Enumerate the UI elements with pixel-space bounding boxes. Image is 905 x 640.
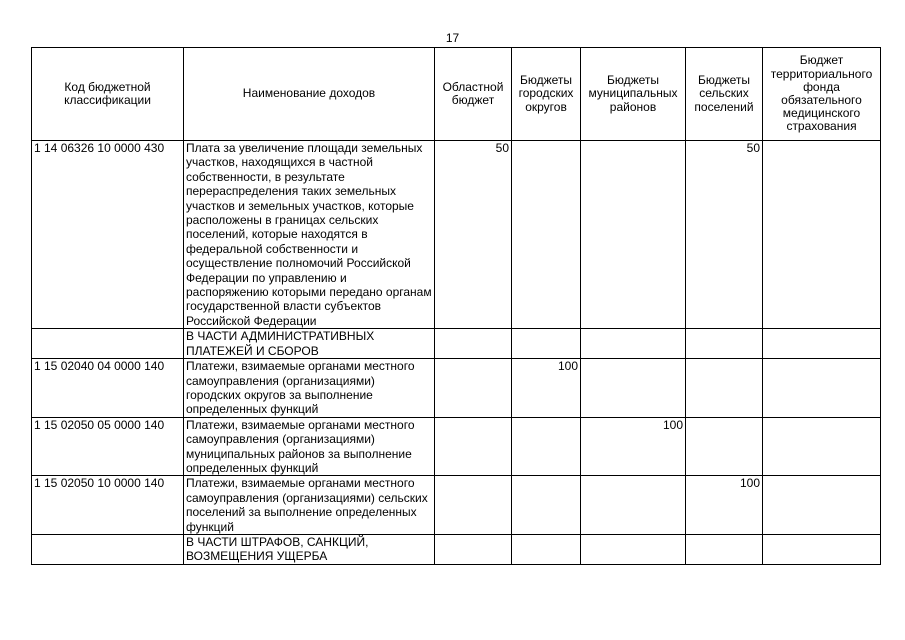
section-row bbox=[32, 329, 881, 359]
section-row bbox=[32, 534, 881, 564]
cell-code: 1 14 06326 10 0000 430 bbox=[32, 141, 184, 329]
cell-municipal: 100 bbox=[581, 417, 686, 476]
cell-municipal bbox=[581, 329, 686, 359]
cell-municipal bbox=[581, 141, 686, 329]
cell-fund bbox=[763, 329, 881, 359]
header-gorod: Бюджеты городских округов bbox=[512, 48, 581, 141]
cell-fund bbox=[763, 141, 881, 329]
cell-gorod bbox=[512, 476, 581, 535]
cell-municipal bbox=[581, 476, 686, 535]
cell-name: Платежи, взимаемые органами местного самоуправления (организациями) муниципальных районов за выполнение определенных функций bbox=[184, 417, 435, 476]
table-row bbox=[32, 476, 881, 535]
cell-fund bbox=[763, 534, 881, 564]
cell-gorod bbox=[512, 329, 581, 359]
header-municipal: Бюджеты муниципальных районов bbox=[581, 48, 686, 141]
cell-gorod: 100 bbox=[512, 359, 581, 418]
header-oblast: Областной бюджет bbox=[435, 48, 512, 141]
header-name: Наименование доходов bbox=[184, 48, 435, 141]
cell-code: 1 15 02050 05 0000 140 bbox=[32, 417, 184, 476]
cell-gorod bbox=[512, 534, 581, 564]
cell-oblast bbox=[435, 329, 512, 359]
budget-table bbox=[31, 47, 881, 565]
cell-gorod bbox=[512, 417, 581, 476]
cell-oblast bbox=[435, 476, 512, 535]
header-selsk: Бюджеты сельских поселений bbox=[686, 48, 763, 141]
cell-selsk bbox=[686, 534, 763, 564]
table-row bbox=[32, 141, 881, 329]
table-row bbox=[32, 417, 881, 476]
cell-name: Платежи, взимаемые органами местного самоуправления (организациями) городских округов за выполнение определенных функций bbox=[184, 359, 435, 418]
header-row bbox=[32, 48, 881, 141]
cell-code bbox=[32, 534, 184, 564]
cell-selsk: 100 bbox=[686, 476, 763, 535]
cell-code: 1 15 02050 10 0000 140 bbox=[32, 476, 184, 535]
header-fund: Бюджет территориального фонда обязательного медицинского страхования bbox=[763, 48, 881, 141]
cell-selsk bbox=[686, 359, 763, 418]
cell-selsk bbox=[686, 329, 763, 359]
cell-code bbox=[32, 329, 184, 359]
cell-oblast bbox=[435, 417, 512, 476]
page-number: 17 bbox=[445, 31, 460, 45]
cell-fund bbox=[763, 476, 881, 535]
cell-municipal bbox=[581, 359, 686, 418]
cell-oblast bbox=[435, 359, 512, 418]
cell-selsk bbox=[686, 417, 763, 476]
cell-fund bbox=[763, 417, 881, 476]
section-heading: В ЧАСТИ ШТРАФОВ, САНКЦИЙ, ВОЗМЕЩЕНИЯ УЩЕРБА bbox=[184, 534, 435, 564]
table-row bbox=[32, 359, 881, 418]
cell-gorod bbox=[512, 141, 581, 329]
cell-fund bbox=[763, 359, 881, 418]
header-code: Код бюджетной классификации bbox=[32, 48, 184, 141]
section-heading: В ЧАСТИ АДМИНИСТРАТИВНЫХ ПЛАТЕЖЕЙ И СБОРОВ bbox=[184, 329, 435, 359]
cell-municipal bbox=[581, 534, 686, 564]
cell-selsk: 50 bbox=[686, 141, 763, 329]
cell-name: Плата за увеличение площади земельных участков, находящихся в частной собственности, в результате перераспределения таких земельных участков и земельных участков, которые расположены в границах сельских поселений, которые находятся в федеральной собственности и осуществление полномочий Российской Федерации по управлению и распоряжению которыми передано органам государственной власти субъектов Российской Федерации bbox=[184, 141, 435, 329]
cell-oblast: 50 bbox=[435, 141, 512, 329]
cell-name: Платежи, взимаемые органами местного самоуправления (организациями) сельских поселений за выполнение определенных функций bbox=[184, 476, 435, 535]
cell-oblast bbox=[435, 534, 512, 564]
cell-code: 1 15 02040 04 0000 140 bbox=[32, 359, 184, 418]
